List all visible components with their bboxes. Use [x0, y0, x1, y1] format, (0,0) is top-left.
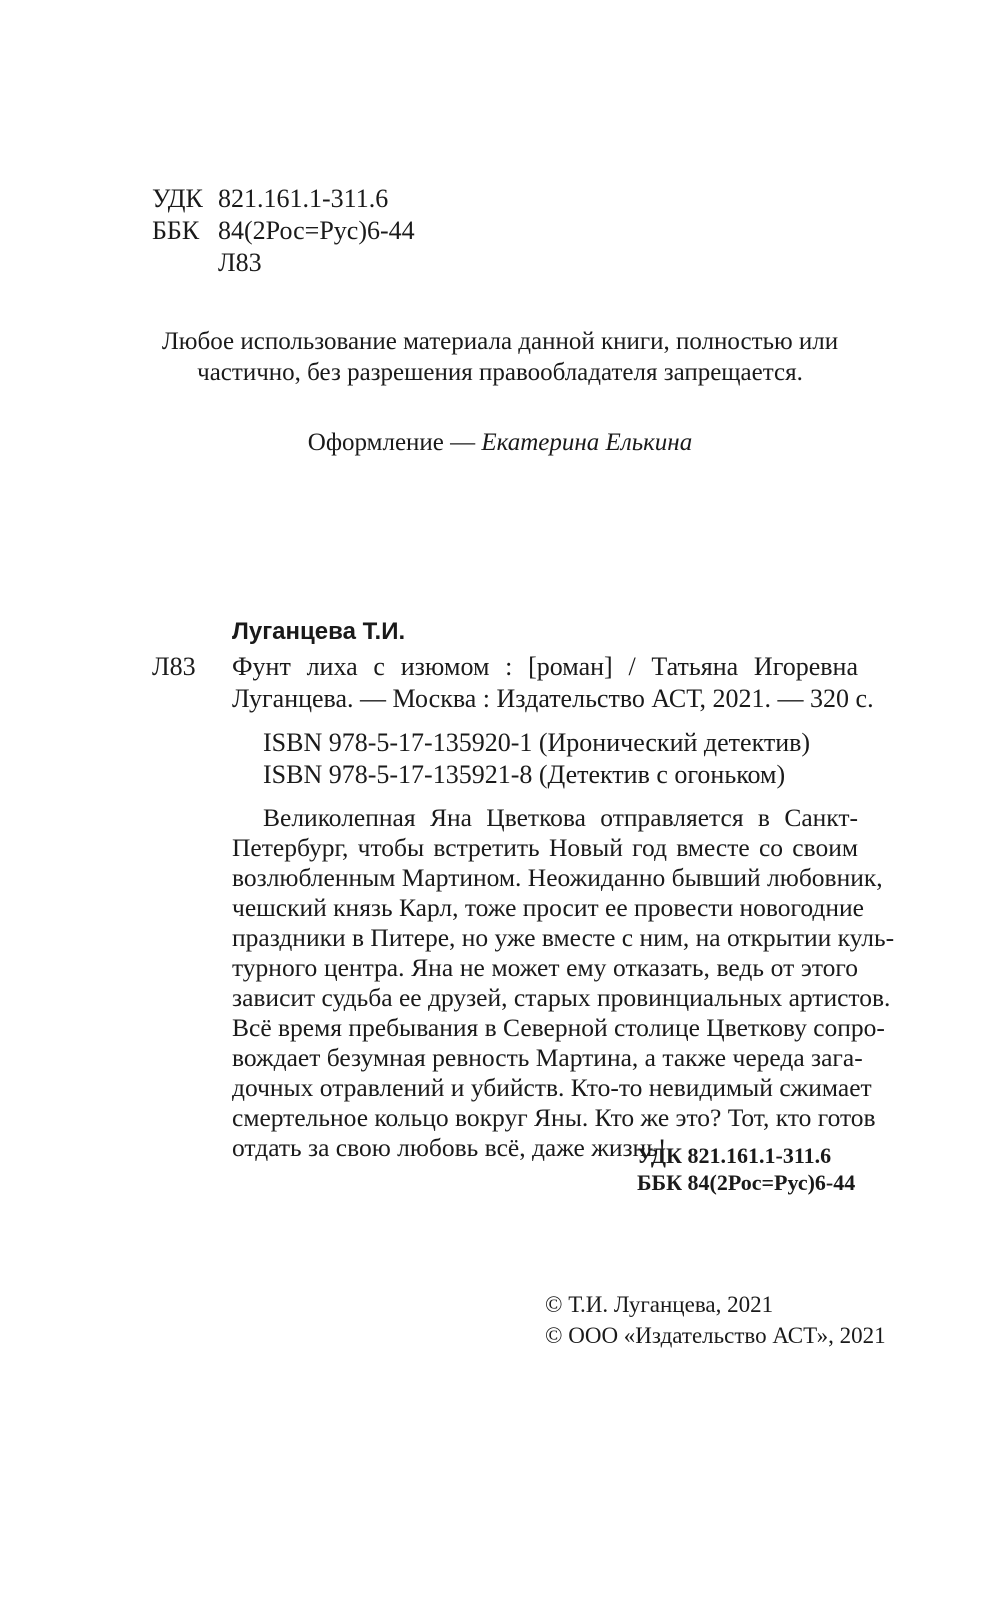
description-line-1: Фунт лиха с изюмом : [роман] / Татьяна Игоревна [232, 652, 858, 681]
isbn-1: ISBN 978-5-17-135920-1 (Иронический детектив) [263, 728, 811, 757]
annotation-line: зависит судьба ее друзей, старых провинциальных артистов. [232, 983, 891, 1012]
annotation-line: отдать за свою любовь всё, даже жизнь! [232, 1133, 667, 1162]
annotation-line: вождает безумная ревность Мартина, а также череда зага- [232, 1043, 863, 1072]
annotation [232, 803, 895, 1163]
description-line-2: Луганцева. — Москва : Издательство АСТ, 2021. — 320 с. [232, 684, 874, 713]
annotation-line: смертельное кольцо вокруг Яны. Кто же это? Тот, кто готов [232, 1103, 876, 1132]
design-credit [0, 428, 1000, 458]
isbn-2: ISBN 978-5-17-135921-8 (Детектив с огоньком) [263, 760, 786, 789]
annotation-line: турного центра. Яна не может ему отказать, ведь от этого [232, 953, 858, 982]
author-mark-top: Л83 [218, 248, 262, 277]
card-bbk: ББК 84(2Рос=Рус)6-44 [637, 1170, 856, 1195]
notice-line-1: Любое использование материала данной книги, полностью или [161, 328, 839, 355]
author-heading: Луганцева Т.И. [232, 618, 406, 645]
annotation-line: Петербург, чтобы встретить Новый год вместе со своим [232, 833, 858, 862]
card-udk: УДК 821.161.1-311.6 [637, 1143, 832, 1168]
design-credit-prefix: Оформление — [307, 429, 482, 456]
design-credit-name: Екатерина Елькина [481, 429, 693, 456]
annotation-line: праздники в Питере, но уже вместе с ним, на открытии куль- [232, 923, 895, 952]
udk-value: 821.161.1-311.6 [218, 184, 389, 213]
bbk-label: ББК [152, 216, 200, 245]
annotation-line: Всё время пребывания в Северной столице Цветкову сопро- [232, 1013, 885, 1042]
notice-line-2: частично, без разрешения правообладателя запрещается. [197, 359, 803, 386]
copyright-author: © Т.И. Луганцева, 2021 [545, 1292, 774, 1317]
annotation-line: дочных отравлений и убийств. Кто-то невидимый сжимает [232, 1073, 872, 1102]
annotation-line: Великолепная Яна Цветкова отправляется в Санкт- [263, 803, 858, 832]
annotation-line: чешский князь Карл, тоже просит ее провести новогодние [232, 893, 864, 922]
author-mark-card: Л83 [152, 652, 196, 681]
udk-label: УДК [152, 184, 203, 213]
annotation-line: возлюбленным Мартином. Неожиданно бывший любовник, [232, 863, 883, 892]
bbk-value: 84(2Рос=Рус)6-44 [218, 216, 415, 245]
copyright-publisher: © ООО «Издательство АСТ», 2021 [545, 1323, 886, 1348]
